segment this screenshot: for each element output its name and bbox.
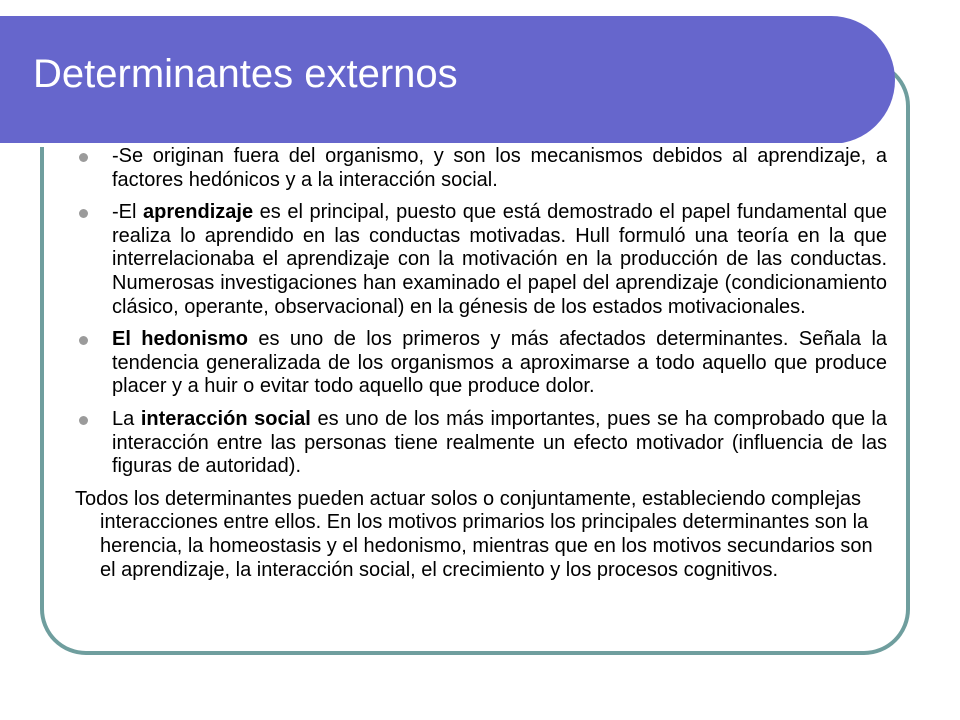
closing-paragraph: Todos los determinantes pueden actuar solos o conjuntamente, estableciendo complejas interacciones entre ellos. En los motivos primarios los principales determinantes son la herencia, la homeostasis y el hedonismo, mientras que en los motivos secundarios son el aprendizaje, la interacción social, el crecimiento y los procesos cognitivos.	[75, 487, 873, 581]
bullet-emphasis: aprendizaje	[143, 201, 254, 224]
bullet-text: es el principal, puesto que está demostrado el papel fundamental que realiza lo aprendido en las conductas motivadas. Hull formuló una teoría en la que interrelacionaba el aprendizaje con la motivación en la producción de las conductas. Numerosas investigaciones han examinado el papel del aprendizaje (condicionamiento clásico, operante, observacional) en la génesis de los estados motivacionales.	[112, 201, 888, 318]
bullet-text: -El	[112, 201, 144, 224]
bullet-text: -Se originan fuera del organismo, y son los mecanismos debidos al aprendizaje, a factores hedónicos y a la interacción social.	[112, 145, 887, 191]
bullet-text: es uno de los primeros y más afectados determinantes. Señala la tendencia generalizada de los organismos a aproximarse a todo aquello que produce placer y a huir o evitar todo aquello que produce dolor.	[112, 328, 888, 398]
bullet-text: La	[112, 407, 141, 430]
slide-title: Determinantes externos	[33, 52, 458, 96]
bullet-item	[75, 408, 887, 479]
bullet-emphasis: interacción social	[140, 407, 311, 430]
bullet-text: es uno de los más importantes, pues se ha comprobado que la interacción entre las personas tiene realmente un efecto motivador (influencia de las figuras de autoridad).	[112, 407, 887, 478]
bullet-emphasis: El hedonismo	[112, 328, 248, 351]
bullet-dot-icon	[79, 416, 88, 425]
bullet-list	[75, 145, 887, 479]
slide-body	[75, 145, 887, 582]
bullet-item	[75, 328, 887, 399]
bullet-item	[75, 145, 887, 192]
bullet-dot-icon	[79, 153, 88, 162]
bullet-item	[75, 201, 887, 319]
bullet-dot-icon	[79, 209, 88, 218]
bullet-dot-icon	[79, 336, 88, 345]
